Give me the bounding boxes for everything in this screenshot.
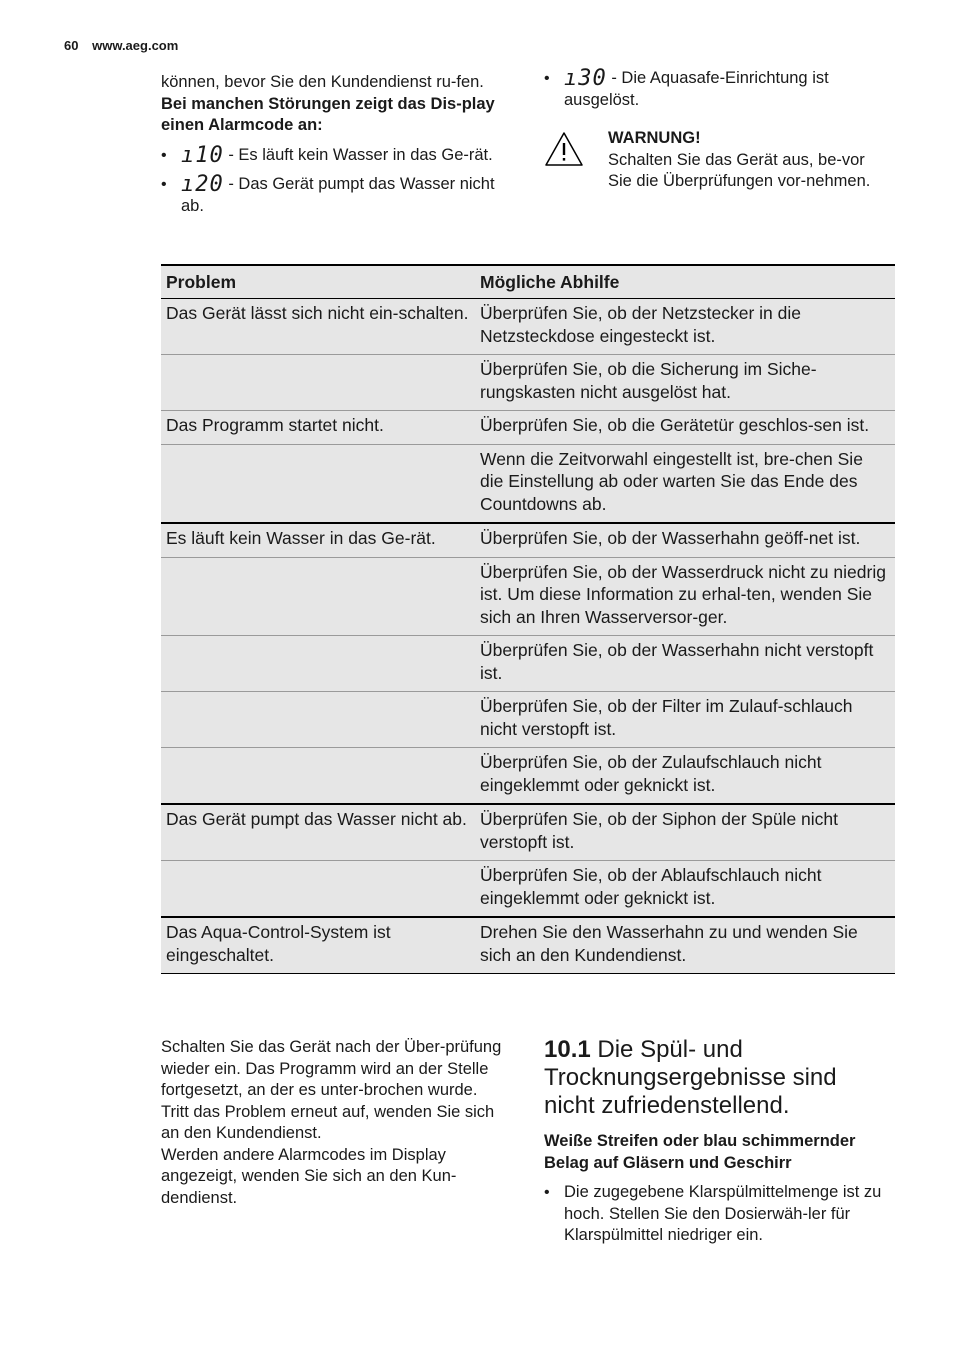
remedy-cell: Überprüfen Sie, ob der Filter im Zulauf-schlauch nicht verstopft ist. [475,692,895,748]
problem-cell [161,636,475,692]
section-bullet [544,1182,889,1247]
problem-cell [161,355,475,411]
section-body [544,1131,889,1247]
bullet-icon: • [544,1184,550,1201]
problem-cell: Das Programm startet nicht. [161,411,475,445]
warning-icon [544,130,584,168]
remedy-cell: Überprüfen Sie, ob der Ablaufschlauch nicht eingeklemmt oder geknickt ist. [475,861,895,918]
alarm-code: ı30 [564,66,607,91]
problem-cell [161,861,475,918]
page-number: 60 [64,38,79,53]
right-top-column [544,68,874,111]
left-bottom-column [161,1037,516,1209]
website-link[interactable]: www.aeg.com [92,38,179,53]
section-title [544,1036,884,1120]
problem-cell [161,557,475,636]
remedy-cell: Überprüfen Sie, ob der Wasserhahn geöff-net ist. [475,523,895,557]
table-row [161,523,895,557]
problem-cell [161,444,475,523]
warning-title: WARNUNG! [608,129,701,147]
table-row [161,748,895,805]
table-row [161,299,895,355]
problem-cell: Das Aqua-Control-System ist eingeschaltet. [161,917,475,974]
alarm-item-20 [161,174,511,217]
alarm-text: - Es läuft kein Wasser in das Ge-rät. [223,145,493,164]
remedy-cell: Überprüfen Sie, ob der Netzstecker in die Netzsteckdose eingesteckt ist. [475,299,895,355]
troubleshooting-table [161,264,895,974]
problem-cell [161,748,475,805]
alarm-code: ı20 [181,172,224,197]
remedy-cell: Wenn die Zeitvorwahl eingestellt ist, bre-chen Sie die Einstellung ab oder warten Sie das Ende des Countdowns ab. [475,444,895,523]
table-row [161,444,895,523]
warning-text: Schalten Sie das Gerät aus, be-vor Sie die Überprüfungen vor-nehmen. [608,150,871,190]
bullet-icon: • [544,70,550,87]
column-header-remedy: Mögliche Abhilfe [475,265,895,299]
paragraph: Tritt das Problem erneut auf, wenden Sie sich an den Kundendienst. [161,1102,495,1142]
column-header-problem: Problem [161,265,475,299]
intro-text: können, bevor Sie den Kundendienst ru-fen. [161,73,484,91]
remedy-cell: Überprüfen Sie, ob die Gerätetür geschlos-sen ist. [475,411,895,445]
remedy-cell: Überprüfen Sie, ob der Siphon der Spüle nicht verstopft ist. [475,804,895,861]
remedy-cell: Drehen Sie den Wasserhahn zu und wenden Sie sich an den Kundendienst. [475,917,895,974]
left-top-column [161,72,511,217]
paragraph: Werden andere Alarmcodes im Display angezeigt, wenden Sie sich an den Kun-dendienst. [161,1145,457,1207]
remedy-cell: Überprüfen Sie, ob der Wasserdruck nicht zu niedrig ist. Um diese Information zu erhal-ten, wenden Sie sich an Ihren Wasserversor-ger. [475,557,895,636]
alarm-code: ı10 [181,142,224,168]
page-header [64,38,178,53]
alarm-heading: Bei manchen Störungen zeigt das Dis-play einen Alarmcode an: [161,94,495,134]
remedy-cell: Überprüfen Sie, ob der Wasserhahn nicht verstopft ist. [475,636,895,692]
bullet-icon: • [161,176,167,193]
section-number: 10.1 [544,1036,591,1063]
table-row [161,411,895,445]
paragraph: Schalten Sie das Gerät nach der Über-prüfung wieder ein. Das Programm wird an der Stelle fortgesetzt, an der es unter-brochen wurde. [161,1038,502,1099]
problem-cell [161,692,475,748]
alarm-item-30 [544,68,874,111]
table-row [161,692,895,748]
bullet-icon: • [161,146,167,164]
table-row [161,861,895,918]
remedy-cell: Überprüfen Sie, ob die Sicherung im Siche-rungskasten nicht ausgelöst hat. [475,355,895,411]
alarm-text: - Die Aquasafe-Einrichtung ist ausgelöst. [564,69,829,109]
section-title-text: Die Spül- und Trocknungsergebnisse sind nicht zufriedenstellend. [544,1036,837,1119]
table-row [161,917,895,974]
alarm-text: - Das Gerät pumpt das Wasser nicht ab. [181,175,495,215]
problem-cell: Das Gerät pumpt das Wasser nicht ab. [161,804,475,861]
table-row [161,557,895,636]
bullet-text: Die zugegebene Klarspülmittelmenge ist zu hoch. Stellen Sie den Dosierwäh-ler für Klarspülmittel niedriger ein. [564,1183,882,1244]
table-row [161,355,895,411]
table-row [161,636,895,692]
table-header-row [161,265,895,299]
table-row [161,804,895,861]
alarm-item-10 [161,142,511,168]
warning-block [608,128,888,193]
problem-cell: Das Gerät lässt sich nicht ein-schalten. [161,299,475,355]
remedy-cell: Überprüfen Sie, ob der Zulaufschlauch nicht eingeklemmt oder geknickt ist. [475,748,895,805]
problem-cell: Es läuft kein Wasser in das Ge-rät. [161,523,475,557]
section-subheading: Weiße Streifen oder blau schimmernder Belag auf Gläsern und Geschirr [544,1132,856,1172]
